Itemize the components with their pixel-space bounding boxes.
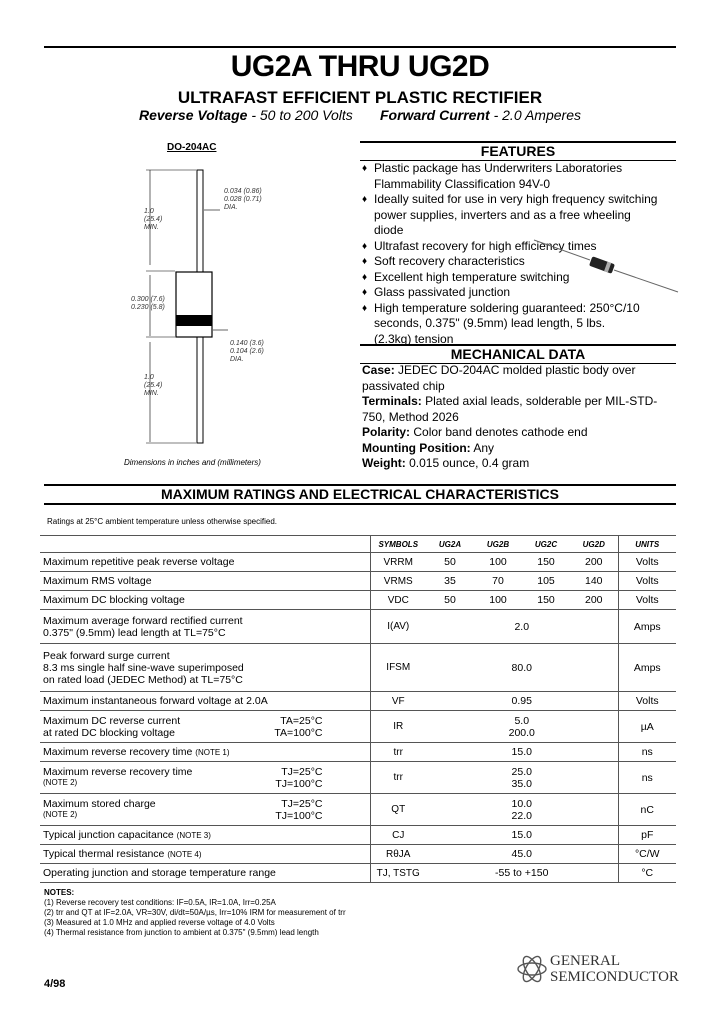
feature-item: ♦ Excellent high temperature switching bbox=[362, 270, 662, 286]
row-desc: Maximum RMS voltage bbox=[40, 572, 370, 591]
row-note: (NOTE 2) bbox=[43, 777, 78, 787]
terminals-line bbox=[362, 394, 678, 425]
mounting-label: Mounting Position: bbox=[362, 440, 471, 455]
page-title: UG2A THRU UG2D bbox=[230, 50, 490, 83]
table-row bbox=[40, 692, 676, 711]
reverse-voltage-label: Reverse Voltage bbox=[138, 107, 248, 123]
notes bbox=[44, 888, 346, 938]
spacer bbox=[357, 107, 376, 123]
value-ug2a: 35 bbox=[426, 572, 474, 591]
features-heading: FEATURES bbox=[360, 141, 676, 161]
feature-item: ♦ Soft recovery characteristics bbox=[362, 254, 662, 270]
table-header-row bbox=[40, 536, 676, 553]
polarity-value: Color band denotes cathode end bbox=[413, 425, 588, 439]
diode-illustration bbox=[532, 236, 682, 296]
value-ug2d: 140 bbox=[570, 572, 618, 591]
table-row bbox=[40, 864, 676, 883]
table-row bbox=[40, 591, 676, 610]
dim-lead-diameter-text: 0.034 (0.86) 0.028 (0.71) DIA. bbox=[224, 188, 262, 211]
feature-item: ♦ Ideally suited for use in very high frequency switching power supplies, inverters and as a free wheeling diode bbox=[362, 192, 662, 239]
logo-line2: SEMICONDUCTOR bbox=[550, 969, 679, 985]
header-symbols: SYMBOLS bbox=[370, 536, 426, 553]
dash: - bbox=[493, 107, 503, 123]
row-desc-text: Maximum DC reverse current bbox=[43, 714, 181, 727]
row-unit: °C bbox=[618, 864, 676, 883]
row-unit: pF bbox=[618, 826, 676, 845]
row-unit: nC bbox=[618, 794, 676, 826]
table-row bbox=[40, 610, 676, 644]
row-desc-line bbox=[43, 715, 367, 727]
row-desc-text: Maximum reverse recovery time bbox=[43, 765, 193, 778]
row-unit: Volts bbox=[618, 553, 676, 572]
value-ug2b: 100 bbox=[474, 553, 522, 572]
row-desc bbox=[40, 845, 370, 864]
row-condition: TJ=100°C bbox=[275, 777, 323, 790]
row-desc-line bbox=[43, 810, 367, 822]
mechanical-heading: MECHANICAL DATA bbox=[360, 344, 676, 364]
notes-heading: NOTES: bbox=[44, 888, 75, 897]
row-symbol: VRRM bbox=[370, 553, 426, 572]
row-desc-text: Maximum reverse recovery time bbox=[43, 746, 193, 758]
dim-top-lead-length-text: 1.0 (25.4) MIN. bbox=[144, 208, 163, 231]
row-desc-line: Peak forward surge current bbox=[43, 649, 170, 662]
row-desc bbox=[40, 826, 370, 845]
forward-current-label: Forward Current bbox=[380, 107, 490, 123]
table-row bbox=[40, 572, 676, 591]
polarity-label: Polarity: bbox=[362, 425, 411, 439]
value-ug2a: 50 bbox=[426, 553, 474, 572]
row-symbol: RθJA bbox=[370, 845, 426, 864]
row-condition: TA=25°C bbox=[280, 714, 323, 727]
feature-item: ♦ Glass passivated junction bbox=[362, 285, 662, 301]
row-desc-line: Maximum average forward rectified current bbox=[43, 614, 243, 627]
row-desc-text: Maximum stored charge bbox=[43, 797, 156, 810]
header-description bbox=[40, 536, 370, 553]
row-value bbox=[426, 794, 618, 826]
revision-date: 4/98 bbox=[44, 978, 66, 990]
row-desc-text: Typical thermal resistance bbox=[43, 848, 165, 860]
value-ug2c: 150 bbox=[522, 553, 570, 572]
row-condition: TJ=25°C bbox=[281, 797, 323, 810]
reverse-voltage-value: 50 to 200 Volts bbox=[259, 107, 353, 123]
table-row bbox=[40, 826, 676, 845]
weight-label: Weight: bbox=[362, 456, 406, 470]
row-desc: Maximum instantaneous forward voltage at 2.0A bbox=[40, 692, 370, 711]
mounting-value: Any bbox=[473, 440, 494, 455]
ratings-table bbox=[40, 535, 676, 883]
product-subtitle: ULTRAFAST EFFICIENT PLASTIC RECTIFIER bbox=[177, 88, 543, 107]
row-note: (NOTE 2) bbox=[43, 809, 78, 819]
table-row bbox=[40, 794, 676, 826]
row-condition: TJ=25°C bbox=[281, 765, 323, 778]
forward-current-value: 2.0 Amperes bbox=[502, 107, 581, 123]
row-desc-line bbox=[43, 727, 367, 739]
polarity-line bbox=[362, 425, 678, 441]
value-ug2b: 100 bbox=[474, 591, 522, 610]
header-ug2d: UG2D bbox=[570, 536, 618, 553]
header-ug2c: UG2C bbox=[522, 536, 570, 553]
row-value-line: 200.0 bbox=[508, 726, 535, 739]
row-note: (NOTE 1) bbox=[195, 748, 230, 757]
row-unit: ns bbox=[618, 762, 676, 794]
row-value-line: 5.0 bbox=[514, 714, 530, 727]
row-desc bbox=[40, 794, 370, 826]
terminals-value: Plated axial leads, solderable per MIL-STD-750, Method 2026 bbox=[362, 394, 658, 424]
row-unit: Volts bbox=[618, 572, 676, 591]
row-symbol: TJ, TSTG bbox=[370, 864, 426, 883]
weight-line bbox=[362, 456, 678, 472]
value-ug2d: 200 bbox=[570, 591, 618, 610]
feature-item: ♦ Ultrafast recovery for high efficiency times bbox=[362, 239, 662, 255]
row-desc-text: at rated DC blocking voltage bbox=[43, 726, 175, 739]
ratings-note: Ratings at 25°C ambient temperature unless otherwise specified. bbox=[47, 517, 277, 526]
row-value-line: 10.0 bbox=[511, 797, 532, 810]
row-unit: °C/W bbox=[618, 845, 676, 864]
row-value: 2.0 bbox=[426, 610, 618, 644]
row-desc: Maximum DC blocking voltage bbox=[40, 591, 370, 610]
header-units: UNITS bbox=[618, 536, 676, 553]
row-symbol: QT bbox=[370, 794, 426, 826]
row-desc: Maximum repetitive peak reverse voltage bbox=[40, 553, 370, 572]
row-desc bbox=[40, 610, 370, 644]
row-symbol: trr bbox=[370, 762, 426, 794]
row-desc-line: 8.3 ms single half sine-wave superimposed bbox=[43, 661, 244, 674]
row-desc bbox=[40, 644, 370, 692]
note-2: (2) trr and QT at IF=2.0A, VR=30V, di/dt=50A/µs, Irr=10% IRM for measurement of trr bbox=[44, 908, 346, 917]
value-ug2c: 105 bbox=[522, 572, 570, 591]
dim-body-diameter bbox=[230, 340, 264, 364]
weight-value: 0.015 ounce, 0.4 gram bbox=[409, 456, 530, 470]
row-value bbox=[426, 762, 618, 794]
row-desc bbox=[40, 711, 370, 743]
table-row bbox=[40, 553, 676, 572]
row-unit: ns bbox=[618, 743, 676, 762]
note-3: (3) Measured at 1.0 MHz and applied reverse voltage of 4.0 Volts bbox=[44, 918, 275, 927]
feature-item: ♦ High temperature soldering guaranteed: 250°C/10 seconds, 0.375" (9.5mm) lead length, 5 lbs. (2.3kg) tension bbox=[362, 301, 644, 348]
row-symbol: VDC bbox=[370, 591, 426, 610]
row-value-line: 22.0 bbox=[511, 809, 532, 822]
value-ug2c: 150 bbox=[522, 591, 570, 610]
dim-top-lead-length bbox=[144, 208, 162, 232]
row-desc bbox=[40, 762, 370, 794]
row-desc-line bbox=[43, 766, 367, 778]
row-desc-line: on rated load (JEDEC Method) at TL=75°C bbox=[43, 673, 243, 686]
row-symbol: VF bbox=[370, 692, 426, 711]
header-ug2a: UG2A bbox=[426, 536, 474, 553]
spec-summary bbox=[0, 107, 720, 123]
note-1: (1) Reverse recovery test conditions: IF=0.5A, IR=1.0A, Irr=0.25A bbox=[44, 898, 276, 907]
row-desc: Operating junction and storage temperature range bbox=[40, 864, 370, 883]
row-symbol: IFSM bbox=[370, 644, 426, 692]
row-value-line: 35.0 bbox=[511, 777, 532, 790]
row-value-line: 25.0 bbox=[511, 765, 532, 778]
row-condition: TA=100°C bbox=[274, 726, 323, 739]
row-value: -55 to +150 bbox=[426, 864, 618, 883]
row-symbol: I(AV) bbox=[370, 610, 426, 644]
row-unit: µA bbox=[618, 711, 676, 743]
row-desc bbox=[40, 743, 370, 762]
row-unit: Volts bbox=[618, 692, 676, 711]
mounting-line bbox=[362, 441, 678, 457]
row-value: 45.0 bbox=[426, 845, 618, 864]
table-row bbox=[40, 762, 676, 794]
value-ug2d: 200 bbox=[570, 553, 618, 572]
row-value: 80.0 bbox=[426, 644, 618, 692]
row-condition: TJ=100°C bbox=[275, 809, 323, 822]
dimensions-caption: Dimensions in inches and (millimeters) bbox=[124, 458, 261, 467]
row-desc-line: 0.375" (9.5mm) lead length at TL=75°C bbox=[43, 626, 226, 639]
row-value: 0.95 bbox=[426, 692, 618, 711]
row-unit: Amps bbox=[618, 644, 676, 692]
dim-body-length bbox=[131, 296, 165, 312]
general-semiconductor-logo bbox=[516, 953, 679, 987]
dash: - bbox=[251, 107, 260, 123]
table-row bbox=[40, 845, 676, 864]
package-name: DO-204AC bbox=[167, 142, 217, 153]
case-line bbox=[362, 363, 678, 394]
dim-bottom-lead-length-text: 1.0 (25.4) MIN. bbox=[144, 374, 163, 397]
row-desc-line bbox=[43, 778, 367, 790]
row-note: (NOTE 3) bbox=[176, 831, 211, 840]
row-value: 15.0 bbox=[426, 826, 618, 845]
row-value bbox=[426, 711, 618, 743]
row-symbol: trr bbox=[370, 743, 426, 762]
row-symbol: VRMS bbox=[370, 572, 426, 591]
mechanical-data bbox=[362, 363, 678, 472]
row-desc-line bbox=[43, 798, 367, 810]
case-label: Case: bbox=[362, 363, 395, 377]
value-ug2a: 50 bbox=[426, 591, 474, 610]
row-note: (NOTE 4) bbox=[167, 850, 202, 859]
dim-bottom-lead-length bbox=[144, 374, 162, 398]
dim-lead-diameter bbox=[224, 188, 262, 212]
table-row bbox=[40, 743, 676, 762]
note-4: (4) Thermal resistance from junction to ambient at 0.375" (9.5mm) lead length bbox=[44, 928, 319, 937]
row-unit: Amps bbox=[618, 610, 676, 644]
case-value: JEDEC DO-204AC molded plastic body over passivated chip bbox=[362, 363, 636, 393]
row-desc-text: Typical junction capacitance bbox=[43, 829, 174, 841]
row-symbol: IR bbox=[370, 711, 426, 743]
ratings-heading: MAXIMUM RATINGS AND ELECTRICAL CHARACTERISTICS bbox=[44, 484, 676, 505]
row-value: 15.0 bbox=[426, 743, 618, 762]
terminals-label: Terminals: bbox=[362, 394, 422, 408]
row-unit: Volts bbox=[618, 591, 676, 610]
logo-emblem-icon bbox=[516, 953, 548, 985]
table-row bbox=[40, 711, 676, 743]
logo-line1: GENERAL bbox=[550, 953, 620, 969]
top-rule bbox=[44, 46, 676, 48]
dim-body-length-text: 0.300 (7.6) 0.230 (5.8) bbox=[131, 296, 165, 311]
header-ug2b: UG2B bbox=[474, 536, 522, 553]
feature-item: ♦ Plastic package has Underwriters Laboratories Flammability Classification 94V-0 bbox=[362, 161, 662, 192]
row-symbol: CJ bbox=[370, 826, 426, 845]
value-ug2b: 70 bbox=[474, 572, 522, 591]
table-row bbox=[40, 644, 676, 692]
dim-body-diameter-text: 0.140 (3.6) 0.104 (2.6) DIA. bbox=[230, 340, 264, 363]
